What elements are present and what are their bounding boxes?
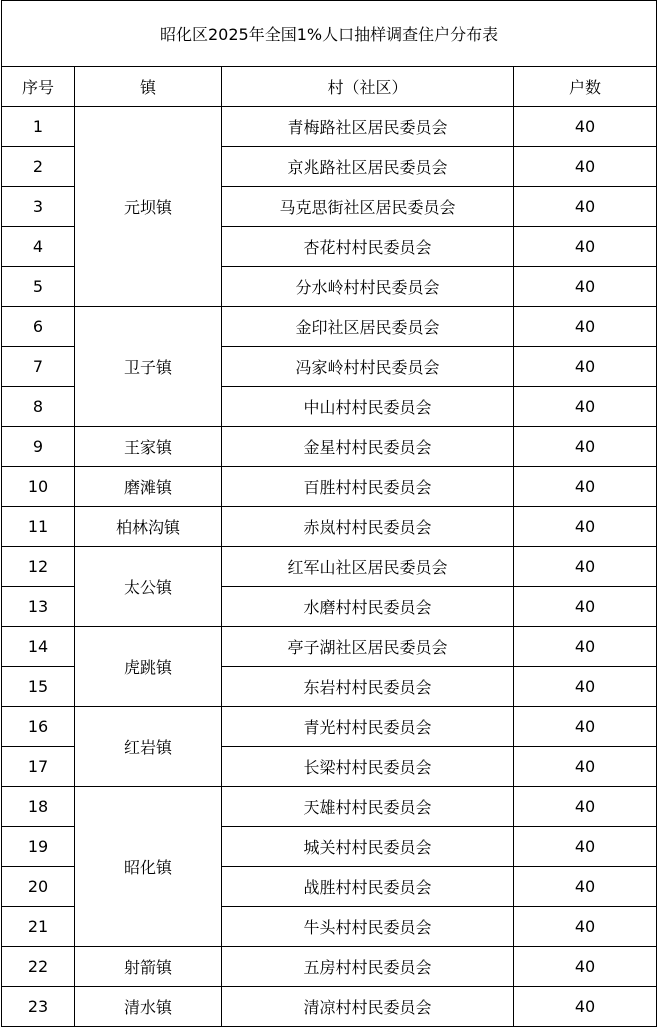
cell-village: 青梅路社区居民委员会 [222, 107, 514, 147]
cell-village: 杏花村村民委员会 [222, 227, 514, 267]
cell-index: 5 [2, 267, 75, 307]
cell-households: 40 [514, 267, 657, 307]
header-households: 户数 [514, 67, 657, 107]
cell-households: 40 [514, 907, 657, 947]
table-row [2, 107, 657, 147]
cell-village: 五房村村民委员会 [222, 947, 514, 987]
header-row [2, 67, 657, 107]
cell-index: 23 [2, 987, 75, 1027]
cell-index: 10 [2, 467, 75, 507]
cell-town: 元坝镇 [75, 107, 222, 307]
cell-village: 东岩村村民委员会 [222, 667, 514, 707]
cell-village: 红军山社区居民委员会 [222, 547, 514, 587]
table-row [2, 947, 657, 987]
cell-village: 战胜村村民委员会 [222, 867, 514, 907]
cell-households: 40 [514, 467, 657, 507]
table-row [2, 987, 657, 1027]
cell-village: 城关村村民委员会 [222, 827, 514, 867]
cell-households: 40 [514, 427, 657, 467]
cell-index: 14 [2, 627, 75, 667]
cell-households: 40 [514, 547, 657, 587]
table-title: 昭化区2025年全国1%人口抽样调查住户分布表 [2, 1, 657, 67]
table-row [2, 787, 657, 827]
cell-households: 40 [514, 947, 657, 987]
table-row [2, 627, 657, 667]
cell-town: 虎跳镇 [75, 627, 222, 707]
cell-village: 京兆路社区居民委员会 [222, 147, 514, 187]
cell-index: 15 [2, 667, 75, 707]
table-row [2, 547, 657, 587]
cell-index: 19 [2, 827, 75, 867]
cell-village: 分水岭村村民委员会 [222, 267, 514, 307]
cell-index: 22 [2, 947, 75, 987]
cell-households: 40 [514, 787, 657, 827]
cell-village: 中山村村民委员会 [222, 387, 514, 427]
table-row [2, 507, 657, 547]
cell-households: 40 [514, 747, 657, 787]
cell-households: 40 [514, 107, 657, 147]
cell-households: 40 [514, 827, 657, 867]
cell-households: 40 [514, 667, 657, 707]
cell-households: 40 [514, 707, 657, 747]
cell-index: 17 [2, 747, 75, 787]
table-row [2, 467, 657, 507]
cell-village: 冯家岭村村民委员会 [222, 347, 514, 387]
cell-village: 金印社区居民委员会 [222, 307, 514, 347]
cell-index: 4 [2, 227, 75, 267]
cell-index: 13 [2, 587, 75, 627]
cell-village: 长梁村村民委员会 [222, 747, 514, 787]
header-index: 序号 [2, 67, 75, 107]
cell-town: 王家镇 [75, 427, 222, 467]
cell-index: 18 [2, 787, 75, 827]
cell-town: 卫子镇 [75, 307, 222, 427]
cell-households: 40 [514, 187, 657, 227]
cell-town: 红岩镇 [75, 707, 222, 787]
cell-village: 马克思街社区居民委员会 [222, 187, 514, 227]
cell-village: 亭子湖社区居民委员会 [222, 627, 514, 667]
table-body [2, 1, 657, 1027]
cell-index: 1 [2, 107, 75, 147]
cell-households: 40 [514, 347, 657, 387]
cell-village: 水磨村村民委员会 [222, 587, 514, 627]
cell-index: 11 [2, 507, 75, 547]
cell-index: 20 [2, 867, 75, 907]
cell-households: 40 [514, 507, 657, 547]
cell-village: 金星村村民委员会 [222, 427, 514, 467]
cell-town: 清水镇 [75, 987, 222, 1027]
cell-index: 9 [2, 427, 75, 467]
distribution-table [1, 0, 657, 1027]
table-row [2, 707, 657, 747]
header-town: 镇 [75, 67, 222, 107]
cell-village: 牛头村村民委员会 [222, 907, 514, 947]
cell-town: 太公镇 [75, 547, 222, 627]
cell-index: 2 [2, 147, 75, 187]
cell-households: 40 [514, 387, 657, 427]
cell-households: 40 [514, 627, 657, 667]
table-row [2, 427, 657, 467]
title-row [2, 1, 657, 67]
cell-town: 射箭镇 [75, 947, 222, 987]
cell-village: 青光村村民委员会 [222, 707, 514, 747]
cell-town: 柏林沟镇 [75, 507, 222, 547]
cell-households: 40 [514, 987, 657, 1027]
cell-town: 昭化镇 [75, 787, 222, 947]
cell-households: 40 [514, 227, 657, 267]
cell-village: 清凉村村民委员会 [222, 987, 514, 1027]
cell-index: 12 [2, 547, 75, 587]
cell-households: 40 [514, 587, 657, 627]
cell-index: 8 [2, 387, 75, 427]
cell-households: 40 [514, 867, 657, 907]
cell-village: 百胜村村民委员会 [222, 467, 514, 507]
cell-index: 7 [2, 347, 75, 387]
table-row [2, 307, 657, 347]
cell-index: 16 [2, 707, 75, 747]
cell-village: 天雄村村民委员会 [222, 787, 514, 827]
cell-index: 21 [2, 907, 75, 947]
cell-village: 赤岚村村民委员会 [222, 507, 514, 547]
cell-index: 6 [2, 307, 75, 347]
cell-households: 40 [514, 147, 657, 187]
header-village: 村（社区） [222, 67, 514, 107]
cell-town: 磨滩镇 [75, 467, 222, 507]
cell-index: 3 [2, 187, 75, 227]
cell-households: 40 [514, 307, 657, 347]
